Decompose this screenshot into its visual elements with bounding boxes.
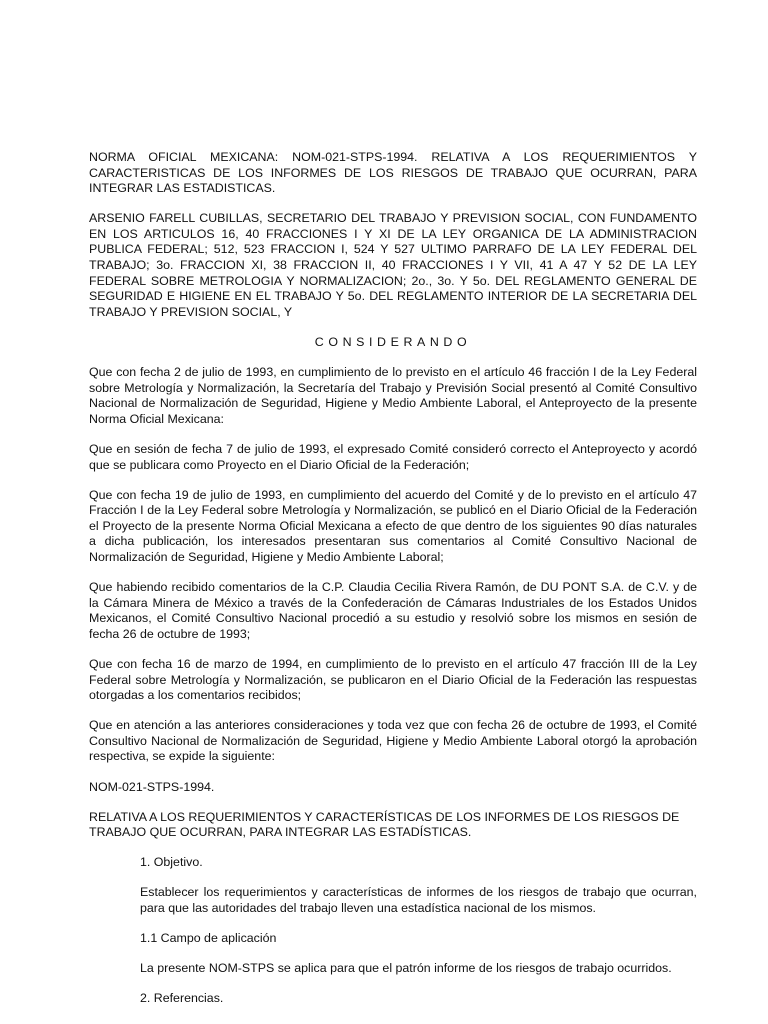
section-1-text: Establecer los requerimientos y características de informes de los riesgos de trabajo que ocurran, para que las autoridades del trabajo lleven una estadística nacional de los mismos. [140,885,697,915]
section-2-heading: 2. Referencias. [140,991,224,1006]
norm-title: RELATIVA A LOS REQUERIMIENTOS Y CARACTERÍSTICAS DE LOS INFORMES DE LOS RIESGOS DE TRABAJO QUE OCURRAN, PARA INTEGRAR LAS ESTADÍSTICAS. [89,809,680,840]
considerando-paragraph-4: Que habiendo recibido comentarios de la C.P. Claudia Cecilia Rivera Ramón, de DU PONT S.A. de C.V. y de la Cámara Minera de México a través de la Confederación de Cámaras Industriales de los Estados Unidos Mexicanos, el Comité Consultivo Nacional procedió a su estudio y resolvió sobre los mismos en sesión de fecha 26 de octubre de 1993; [89,580,697,641]
considerando-paragraph-3: Que con fecha 19 de julio de 1993, en cumplimiento del acuerdo del Comité y de lo previsto en el artículo 47 Fracción I de la Ley Federal sobre Metrología y Normalización, se publicó en el Diario Oficial de la Federación el Proyecto de la presente Norma Oficial Mexicana a efecto de que dentro de los siguientes 90 días naturales a dicha publicación, los interesados presentaran sus comentarios al Comité Consultivo Nacional de Normalización de Seguridad, Higiene y Medio Ambiente Laboral; [89,487,697,564]
section-1-1-text: La presente NOM-STPS se aplica para que el patrón informe de los riesgos de trabajo ocurridos. [140,961,672,976]
norm-code: NOM-021-STPS-1994. [89,779,215,794]
section-1-heading: 1. Objetivo. [140,855,203,870]
considerando-heading: CONSIDERANDO [314,334,472,349]
document-title-paragraph: NORMA OFICIAL MEXICANA: NOM-021-STPS-1994. RELATIVA A LOS REQUERIMIENTOS Y CARACTERISTICAS DE LOS INFORMES DE LOS RIESGOS DE TRABAJO QUE OCURRAN, PARA INTEGRAR LAS ESTADISTICAS. [89,150,697,196]
preamble-paragraph: ARSENIO FARELL CUBILLAS, SECRETARIO DEL TRABAJO Y PREVISION SOCIAL, CON FUNDAMENTO EN LOS ARTICULOS 16, 40 FRACCIONES I Y XI DE LA LEY ORGANICA DE LA ADMINISTRACION PUBLICA FEDERAL; 512, 523 FRACCION I, 524 Y 527 ULTIMO PARRAFO DE LA LEY FEDERAL DEL TRABAJO; 3o. FRACCION XI, 38 FRACCION II, 40 FRACCIONES I Y VII, 41 A 47 Y 52 DE LA LEY FEDERAL SOBRE METROLOGIA Y NORMALIZACION; 2o., 3o. Y 5o. DEL REGLAMENTO GENERAL DE SEGURIDAD E HIGIENE EN EL TRABAJO Y 5o. DEL REGLAMENTO INTERIOR DE LA SECRETARIA DEL TRABAJO Y PREVISION SOCIAL, Y [89,211,697,319]
section-1-1-heading: 1.1 Campo de aplicación [140,931,277,946]
considerando-paragraph-2: Que en sesión de fecha 7 de julio de 1993, el expresado Comité consideró correcto el Anteproyecto y acordó que se publicara como Proyecto en el Diario Oficial de la Federación; [89,441,697,472]
considerando-paragraph-1: Que con fecha 2 de julio de 1993, en cumplimiento de lo previsto en el artículo 46 fracción I de la Ley Federal sobre Metrología y Normalización, la Secretaría del Trabajo y Previsión Social presentó al Comité Consultivo Nacional de Normalización de Seguridad, Higiene y Medio Ambiente Laboral, el Anteproyecto de la presente Norma Oficial Mexicana: [89,365,697,426]
considerando-paragraph-6: Que en atención a las anteriores consideraciones y toda vez que con fecha 26 de octubre de 1993, el Comité Consultivo Nacional de Normalización de Seguridad, Higiene y Medio Ambiente Laboral otorgó la aprobación respectiva, se expide la siguiente: [89,718,697,764]
considerando-paragraph-5: Que con fecha 16 de marzo de 1994, en cumplimiento de lo previsto en el artículo 47 fracción III de la Ley Federal sobre Metrología y Normalización, se publicaron en el Diario Oficial de la Federación las respuestas otorgadas a los comentarios recibidos; [89,656,697,703]
